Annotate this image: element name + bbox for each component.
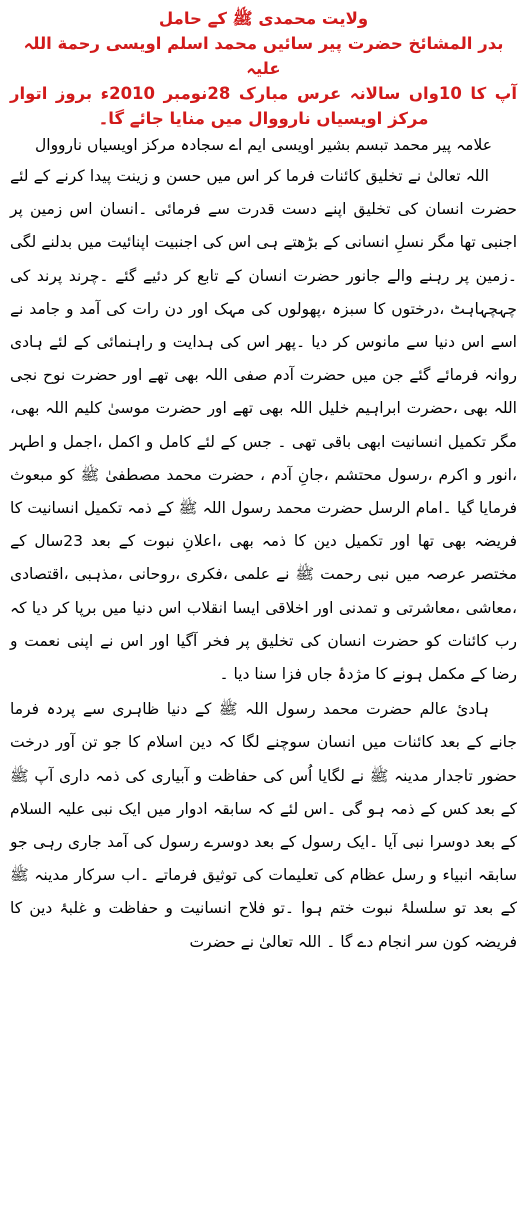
author-byline: علامہ پیر محمد تبسم بشیر اویسی ایم اے سجادہ مرکز اویسیاں نارووال	[35, 136, 492, 154]
body-paragraph-2-text: ہادئ عالم حضرت محمد رسول اللہ ﷺ کے دنیا ظاہری سے پردہ فرما جانے کے بعد کائنات میں انسان سوچنے لگا کہ دین اسلام کا جو تن آور درخت حضور تاجدار مدینہ ﷺ نے لگایا اُس کی حفاظت و آبیاری کی ذمہ داری آپ ﷺ کے بعد کس کے ذمہ ہو گی ۔اس لئے کہ سابقہ ادوار میں ایک نبی علیہ السلام کے بعد دوسرا نبی آیا ۔ایک رسول کے بعد دوسرے رسول کی آمد جاری رہی جو سابقہ انبیاء و رسل عظام کی تعلیمات کی توثیق فرماتے ۔اب سرکار مدینہ ﷺ کے بعد تو سلسلۂ نبوت ختم ہوا ۔تو فلاح انسانیت و حفاظت و غلبۂ دین کا فریضہ کون سر انجام دے گا ۔ اللہ تعالیٰ نے حضرت	[10, 700, 517, 951]
headline-urs-announcement: آپ کا 10واں سالانہ عرس مبارک 28نومبر 2010ء بروز اتوار مرکز اویسیاں نارووال میں منایا جائے گا۔	[10, 84, 517, 128]
body-paragraph-1-text: اللہ تعالیٰ نے تخلیق کائنات فرما کر اس میں حسن و زینت پیدا کرنے کے لئے حضرت انسان کی تخلیق اپنے دست قدرت سے فرمائی ۔انسان اس زمین پر اجنبی تھا مگر نسلِ انسانی کے بڑھتے ہی اس کی اجنبیت اپنائیت میں بدلنے لگی ۔زمین پر رہنے والے جانور حضرت انسان کے تابع کر دئیے گئے ۔چرند پرند کی چہچہاہٹ ،درختوں کا سبزہ ،پھولوں کی مہک اور دن رات کی آمد و جامد نے اسے اس دنیا سے مانوس کر دیا ۔پھر اس کی ہدایت و راہنمائی کے لئے ہادی روانہ فرمائے گئے جن میں حضرت آدم صفی اللہ بھی تھے اور حضرت نوح نجی اللہ بھی ،حضرت ابراہیم خلیل اللہ بھی تھے اور حضرت موسیٰ کلیم اللہ بھی، مگر تکمیل انسانیت ابھی باقی تھی ۔ جس کے لئے کامل و اکمل ،اجمل و اطہر ،انور و اکرم ،رسول محتشم ،جانِ آدم ، حضرت محمد مصطفیٰ ﷺ کو مبعوث فرمایا گیا ۔امام الرسل حضرت محمد رسول اللہ ﷺ کے ذمہ تکمیل انسانیت کا فریضہ بھی تھا اور تکمیل دین کا ذمہ بھی ،اعلانِ نبوت کے بعد 23سال کے مختصر عرصہ میں نبی رحمت ﷺ نے علمی ،فکری ،روحانی ،مذہبی ،اقتصادی ،معاشی ،معاشرتی و تمدنی اور اخلاقی ایسا انقلاب اس دنیا میں برپا کر دیا کہ رب کائنات کو حضرت انسان کی تخلیق پر فخر آگیا اور اس نے اپنی نعمت و رضا کے مکمل ہونے کا مژدۂ جاں فزا سنا دیا ۔	[10, 167, 517, 684]
headline-honoree: بدر المشائخ حضرت پیر سائیں محمد اسلم اویسی رحمة اللہ علیہ	[23, 34, 504, 78]
body-paragraph-1	[10, 160, 517, 691]
body-paragraph-2	[10, 693, 517, 959]
headline-title: ولایت محمدی ﷺ کے حامل	[158, 9, 369, 28]
